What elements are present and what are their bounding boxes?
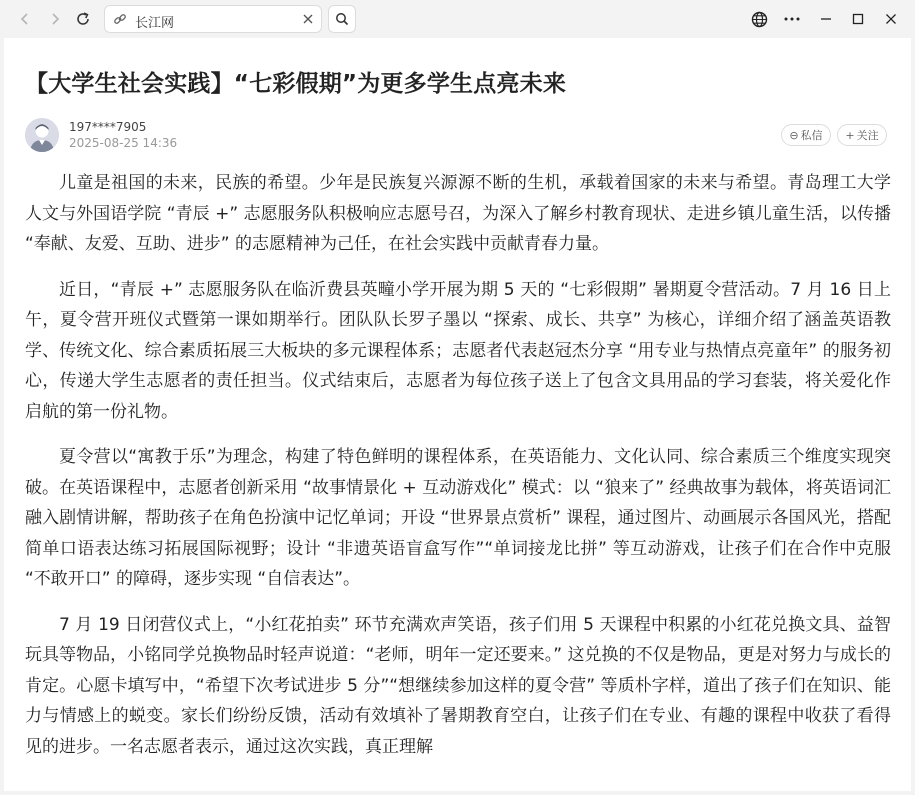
avatar[interactable] <box>25 118 59 152</box>
follow-label: 关注 <box>856 129 879 142</box>
paragraph: 夏令营以“寓教于乐”为理念，构建了特色鲜明的课程体系，在英语能力、文化认同、综合素质三个维度实现突破。在英语课程中，志愿者创新采用 “故事情景化 + 互动游戏化” 模式：以 “狼来了” 经典故事为载体，将英语词汇融入剧情讲解，帮助孩子在角色扮演中记忆单词；开设 “世界景点赏析” 课程，通过图片、动画展示各国风光，搭配简单口语表达练习拓展国际视野；设计 “非遗英语盲盒写作”“单词接龙比拼” 等互动游戏，让孩子们在合作中克服 “不敢开口” 的障碍，逐步实现 “自信表达”。 <box>25 447 891 589</box>
paragraph: 近日，“青辰 +” 志愿服务队在临沂费县英疃小学开展为期 5 天的 “七彩假期” 暑期夏令营活动。7 月 16 日上午，夏令营开班仪式暨第一课如期举行。团队队长罗子墨以 “探索、成长、共享” 为核心，详细介绍了涵盖英语教学、传统文化、综合素质拓展三大板块的多元课程体系；志愿者代表赵冠杰分享 “用专业与热情点亮童年” 的服务初心，传递大学生志愿者的责任担当。仪式结束后，志愿者为每位孩子送上了包含文具用品的学习套装，将关爱化作启航的第一份礼物。 <box>25 279 891 422</box>
forward-button[interactable] <box>42 6 68 32</box>
chat-icon: ⊖ <box>789 128 799 142</box>
more-icon <box>784 17 800 21</box>
search-button[interactable] <box>328 5 356 33</box>
maximize-icon <box>852 13 864 25</box>
plus-icon: + <box>845 128 855 142</box>
article-body <box>25 168 891 762</box>
message-label: 私信 <box>800 129 823 142</box>
paragraph: 儿童是祖国的未来，民族的希望。少年是民族复兴源源不断的生机，承载着国家的未来与希望。青岛理工大学人文与外国语学院 “青辰 +” 志愿服务队积极响应志愿号召，为深入了解乡村教育现状、走进乡镇儿童生活，以传播 “奉献、友爱、互助、进步” 的志愿精神为己任，在社会实践中贡献青春力量。 <box>25 173 891 254</box>
user-avatar-icon <box>25 118 59 152</box>
publish-time: 2025-08-25 14:36 <box>69 136 178 150</box>
refresh-button[interactable] <box>70 6 96 32</box>
window-border-bottom <box>0 791 915 795</box>
browser-toolbar <box>0 0 915 38</box>
globe-icon <box>751 11 768 28</box>
close-icon <box>885 13 897 25</box>
page-title: 【大学生社会实践】“七彩假期”为更多学生点亮未来 <box>25 71 567 97</box>
close-icon[interactable] <box>301 12 315 26</box>
maximize-button[interactable] <box>845 6 871 32</box>
close-window-button[interactable] <box>878 6 904 32</box>
arrow-right-icon <box>48 12 62 26</box>
link-icon <box>113 12 127 26</box>
refresh-icon <box>75 11 91 27</box>
search-icon <box>335 12 349 26</box>
arrow-left-icon <box>18 12 32 26</box>
back-button[interactable] <box>12 6 38 32</box>
author-info <box>25 118 891 158</box>
article <box>25 38 891 777</box>
address-bar[interactable] <box>104 5 322 33</box>
window-border <box>0 38 4 795</box>
author-name[interactable]: 197****7905 <box>69 120 147 134</box>
scrollbar[interactable] <box>911 38 915 795</box>
minimize-button[interactable] <box>813 6 839 32</box>
message-button[interactable] <box>781 124 831 146</box>
minimize-icon <box>820 13 832 25</box>
more-button[interactable] <box>779 6 805 32</box>
address-text: 长江网 <box>135 16 175 31</box>
globe-button[interactable] <box>746 6 772 32</box>
paragraph: 7 月 19 日闭营仪式上，“小红花拍卖” 环节充满欢声笑语，孩子们用 5 天课程中积累的小红花兑换文具、益智玩具等物品，小铭同学兑换物品时轻声说道：“老师，明年一定还要来。” 这兑换的不仅是物品，更是对努力与成长的肯定。心愿卡填写中，“希望下次考试进步 5 分”“想继续参加这样的夏令营” 等质朴字样，道出了孩子们在知识、能力与情感上的蜕变。家长们纷纷反馈，活动有效填补了暑期教育空白，让孩子们在专业、有趣的课程中收获了看得见的进步。一名志愿者表示，通过这次实践，真正理解 <box>25 614 891 757</box>
follow-button[interactable] <box>837 124 887 146</box>
